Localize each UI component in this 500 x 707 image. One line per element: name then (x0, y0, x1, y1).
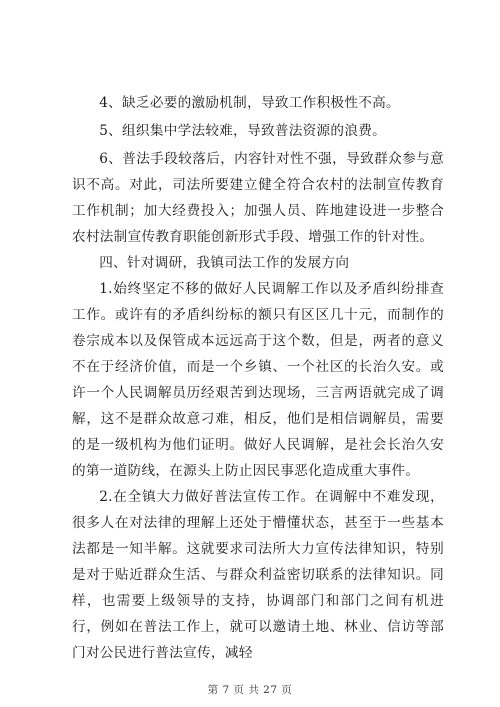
document-body (72, 90, 444, 666)
page-number-footer: 第 7 页 共 27 页 (207, 684, 293, 696)
paragraph-outdated-methods: 6、普法手段较落后，内容针对性不强，导致群众参与意识不高。对此，司法所要建立健全符合农村的法制宣传教育工作机制；加大经费投入；加强人员、阵地建设进一步整合农村法制宣传教育职能创新形式手段、增强工作的针对性。 (72, 151, 444, 245)
paragraph-legal-study: 5、组织集中学法较难，导致普法资源的浪费。 (99, 123, 387, 139)
section-heading-development-direction: 四、针对调研，我镇司法工作的发展方向 (99, 255, 350, 271)
paragraph-legal-publicity: 2.在全镇大力做好普法宣传工作。在调解中不难发现，很多人在对法律的理解上还处于懵懂状态，甚至于一些基本法都是一知半解。这就要求司法所大力宣传法律知识，特别是对于贴近群众生活、与群众利益密切联系的法律知识。同样，也需要上级领导的支持，协调部门和部门之间有机进行，例如在普法工作上，就可以邀请土地、林业、信访等部门对公民进行普法宣传，减轻 (72, 489, 444, 661)
paragraph-incentive-mechanism: 4、缺乏必要的激励机制，导致工作积极性不高。 (99, 95, 400, 111)
paragraph-mediation-work: 1.始终坚定不移的做好人民调解工作以及矛盾纠纷排查工作。或许有的矛盾纠纷标的额只有区区几十元，而制作的卷宗成本以及保管成本远远高于这个数，但是，两者的意义不在于经济价值，而是一个乡镇、一个社区的长治久安。或许一个人民调解员历经艰苦到达现场，三言两语就完成了调解，这不是群众故意刁难，相反，他们是相信调解员，需要的是一级机构为他们证明。做好人民调解，是社会长治久安的第一道防线，在源头上防止因民事恶化造成重大事件。 (72, 281, 444, 479)
